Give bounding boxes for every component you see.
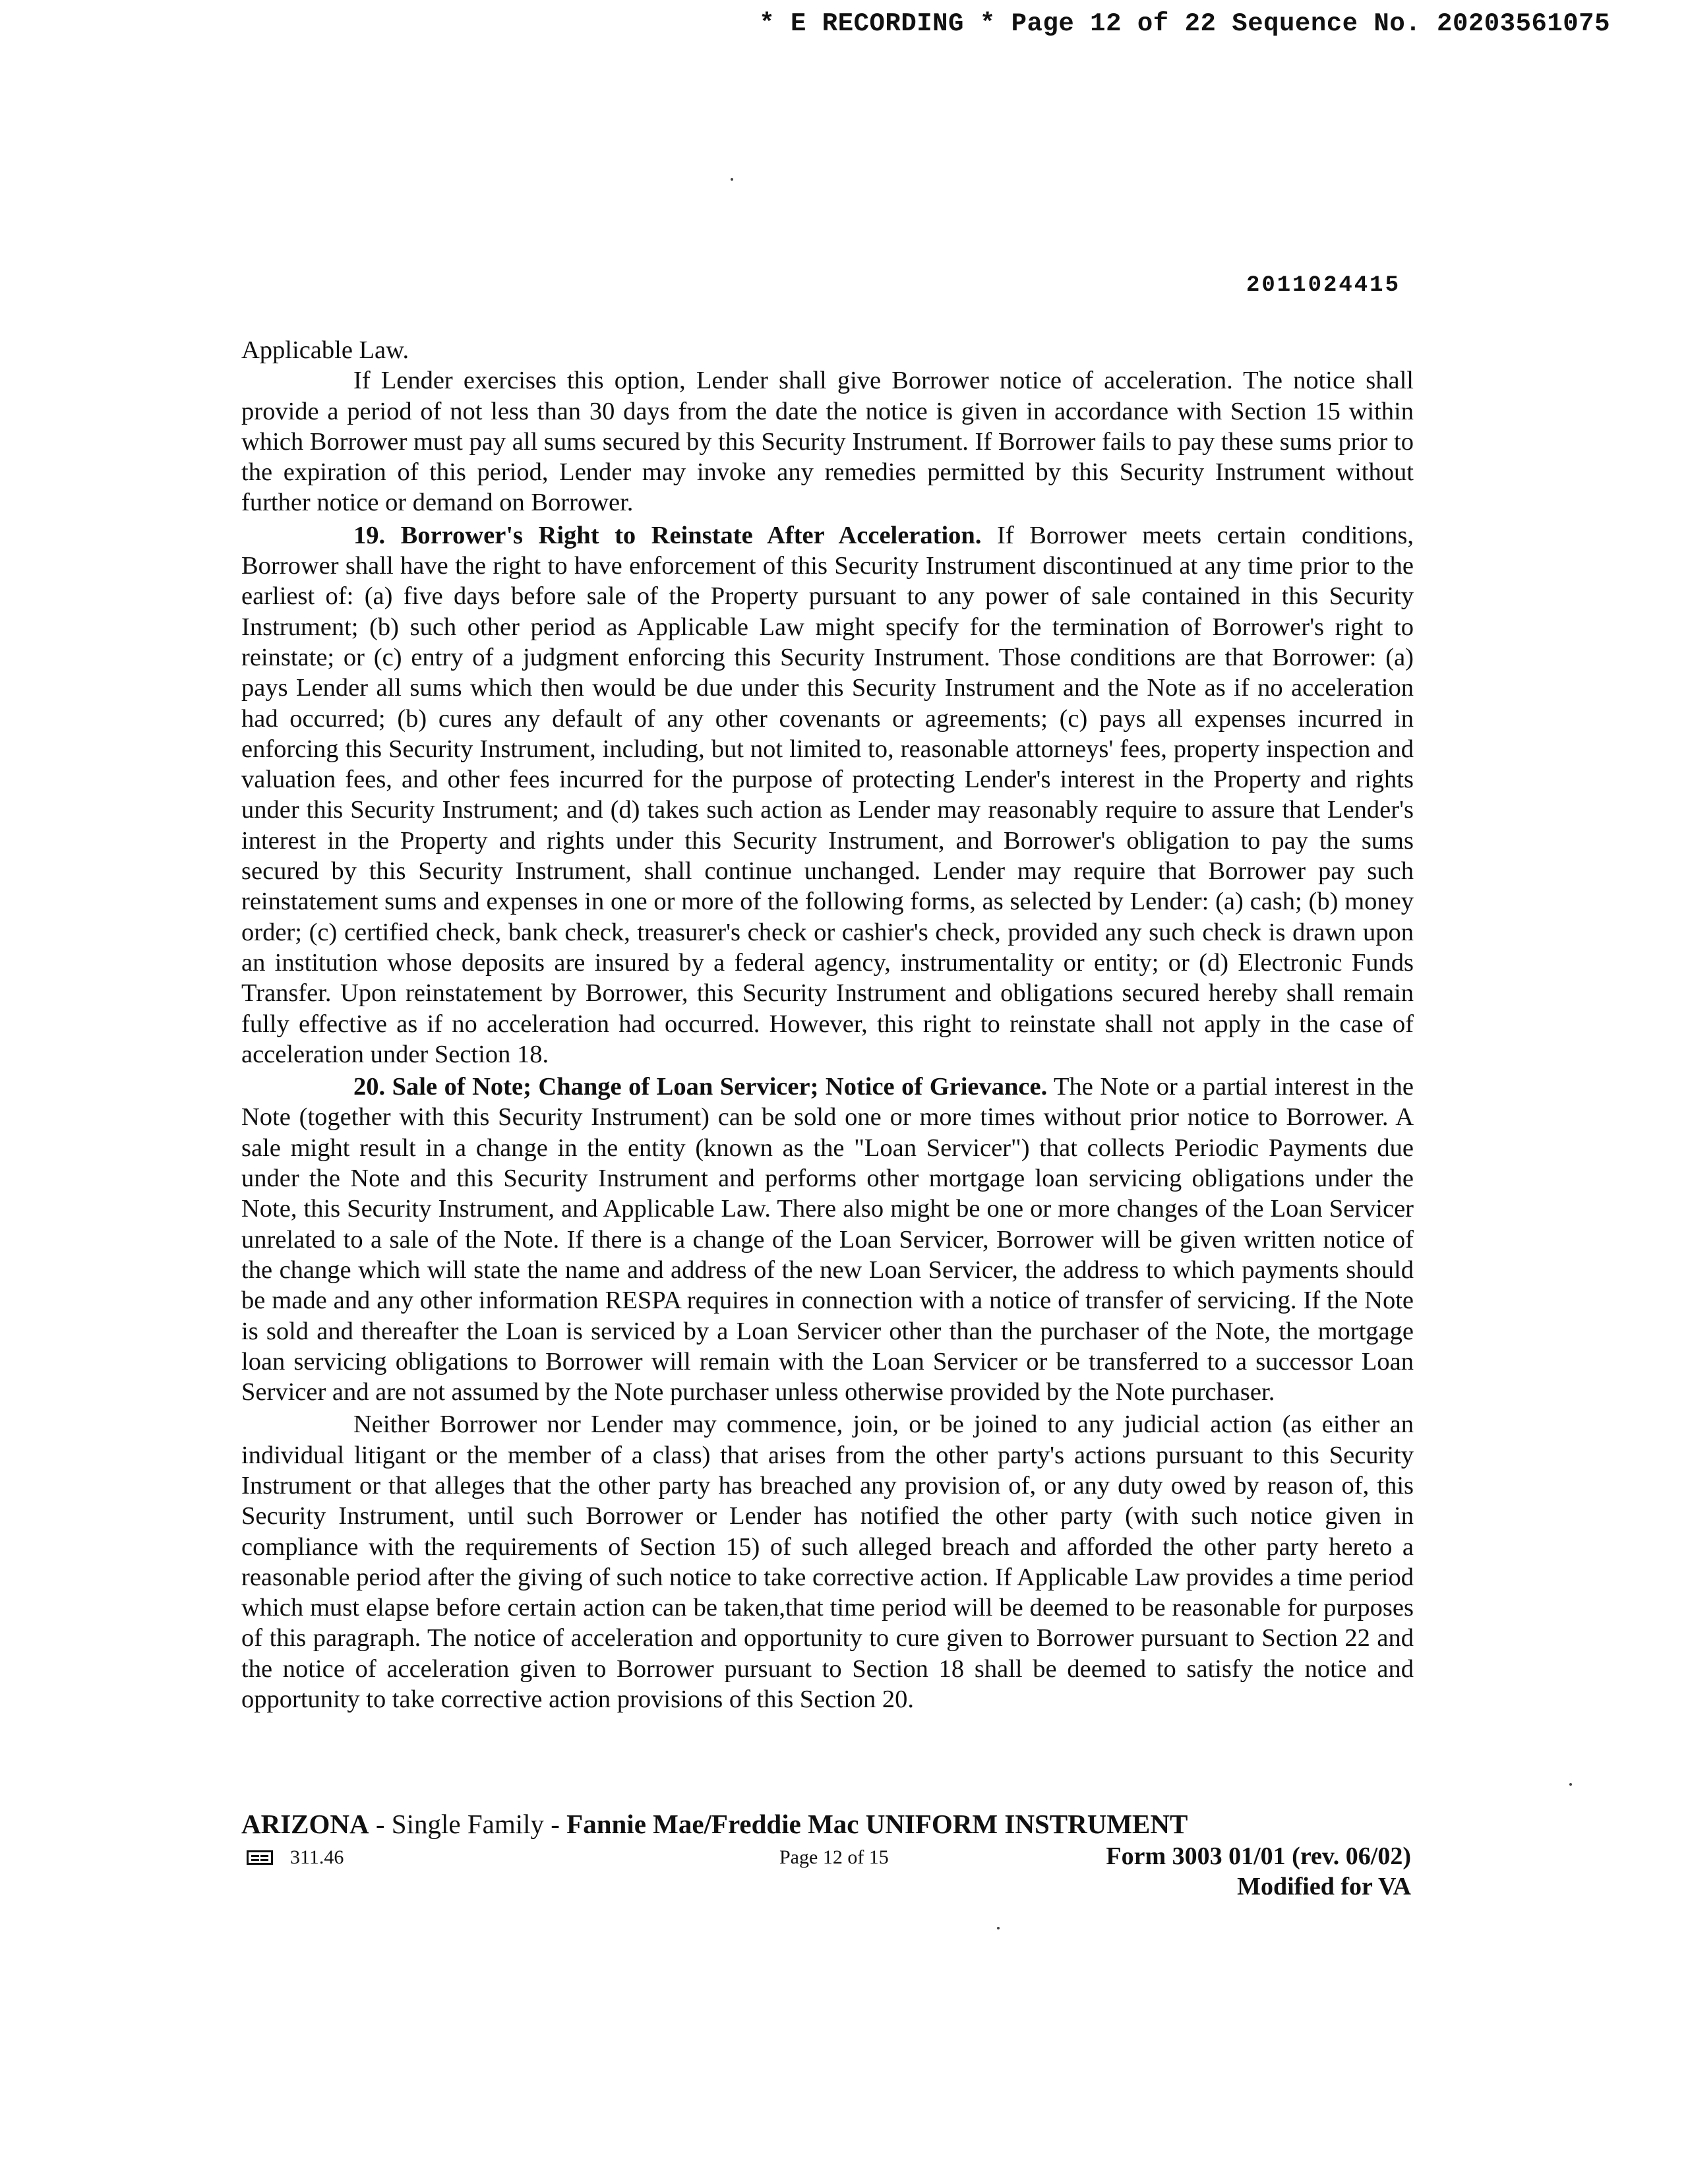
footer-modified-for-va: Modified for VA <box>1237 1873 1411 1900</box>
section-19 <box>241 520 1414 1070</box>
footer-form-code <box>247 1846 344 1869</box>
section-20-text: The Note or a partial interest in the Note (together with this Security Instrument) can be sold one or more times without prior notice to Borrower. A sale might result in a change in the entity (known as the "Loan Servicer") that collects Periodic Payments due under the Note and this Security Instrument and performs other mortgage loan servicing obligations under the Note, this Security Instrument, and Applicable Law. There also might be one or more changes of the Loan Servicer unrelated to a sale of the Note. If there is a change of the Loan Servicer, Borrower will be given written notice of the change which will state the name and address of the new Loan Servicer, the address to which payments should be made and any other information RESPA requires in connection with a notice of transfer of servicing. If the Note is sold and thereafter the Loan is serviced by a Loan Servicer other than the purchaser of the Note, the mortgage loan servicing obligations to Borrower will remain with the Loan Servicer or be transferred to a successor Loan Servicer and are not assumed by the Note purchaser unless otherwise provided by the Note purchaser. <box>241 1073 1414 1407</box>
scan-speck <box>1569 1783 1572 1786</box>
document-number: 2011024415 <box>1246 273 1401 298</box>
recording-header: * E RECORDING * Page 12 of 22 Sequence No. 20203561075 <box>759 9 1610 38</box>
document-body <box>241 335 1414 1716</box>
section-19-heading: 19. Borrower's Right to Reinstate After Acceleration. <box>353 521 982 549</box>
paragraph-applicable-law: Applicable Law. <box>241 336 409 364</box>
paragraph-grievance: Neither Borrower nor Lender may commence, join, or be joined to any judicial action (as either an individual litigant or the member of a class) that arises from the other party's actions pursuant to this Security Instrument or that alleges that the other party has breached any provision of, or any duty owed by reason of, this Security Instrument, until such Borrower or Lender has notified the other party (with such notice given in compliance with the requirements of Section 15) of such alleged breach and afforded the other party hereto a reasonable period after the giving of such notice to take corrective action. If Applicable Law provides a time period which must elapse before certain action can be taken,that time period will be deemed to be reasonable for purposes of this paragraph. The notice of acceleration and opportunity to cure given to Borrower pursuant to Section 22 and the notice of acceleration given to Borrower pursuant to Section 18 shall be deemed to satisfy the notice and opportunity to take corrective action provisions of this Section 20. <box>241 1410 1414 1714</box>
ellie-mae-logo-icon <box>247 1850 273 1865</box>
footer-code-number: 311.46 <box>290 1846 344 1868</box>
footer-form-info <box>1106 1841 1411 1902</box>
footer-state: ARIZONA <box>241 1809 369 1839</box>
footer-page-number: Page 12 of 15 <box>779 1846 889 1868</box>
scan-speck <box>997 1927 1000 1929</box>
footer-instrument: Fannie Mae/Freddie Mac UNIFORM INSTRUMENT <box>566 1809 1188 1839</box>
paragraph-acceleration-notice: If Lender exercises this option, Lender shall give Borrower notice of acceleration. The notice shall provide a period of not less than 30 days from the date the notice is given in accordance with Section 15 within which Borrower must pay all sums secured by this Security Instrument. If Borrower fails to pay these sums prior to the expiration of this period, Lender may invoke any remedies permitted by this Security Instrument without further notice or demand on Borrower. <box>241 367 1414 517</box>
footer-title <box>241 1808 1188 1840</box>
footer-separator: - Single Family - <box>369 1809 567 1839</box>
section-19-text: If Borrower meets certain conditions, Borrower shall have the right to have enforcement of this Security Instrument discontinued at any time prior to the earliest of: (a) five days before sale of the Property pursuant to any power of sale contained in this Security Instrument; (b) such other period as Applicable Law might specify for the termination of Borrower's right to reinstate; or (c) entry of a judgment enforcing this Security Instrument. Those conditions are that Borrower: (a) pays Lender all sums which then would be due under this Security Instrument and the Note as if no acceleration had occurred; (b) cures any default of any other covenants or agreements; (c) pays all expenses incurred in enforcing this Security Instrument, including, but not limited to, reasonable attorneys' fees, property inspection and valuation fees, and other fees incurred for the purpose of protecting Lender's interest in the Property and rights under this Security Instrument; and (d) takes such action as Lender may reasonably require to assure that Lender's interest in the Property and rights under this Security Instrument, and Borrower's obligation to pay the sums secured by this Security Instrument, shall continue unchanged. Lender may require that Borrower pay such reinstatement sums and expenses in one or more of the following forms, as selected by Lender: (a) cash; (b) money order; (c) certified check, bank check, treasurer's check or cashier's check, provided any such check is drawn upon an institution whose deposits are insured by a federal agency, instrumentality or entity; or (d) Electronic Funds Transfer. Upon reinstatement by Borrower, this Security Instrument and obligations secured hereby shall remain fully effective as if no acceleration had occurred. However, this right to reinstate shall not apply in the case of acceleration under Section 18. <box>241 521 1414 1068</box>
footer-form-number: Form 3003 01/01 (rev. 06/02) <box>1106 1842 1411 1870</box>
section-20-heading: 20. Sale of Note; Change of Loan Servicer; Notice of Grievance. <box>353 1073 1048 1101</box>
scan-speck <box>731 178 733 181</box>
section-20 <box>241 1072 1414 1407</box>
